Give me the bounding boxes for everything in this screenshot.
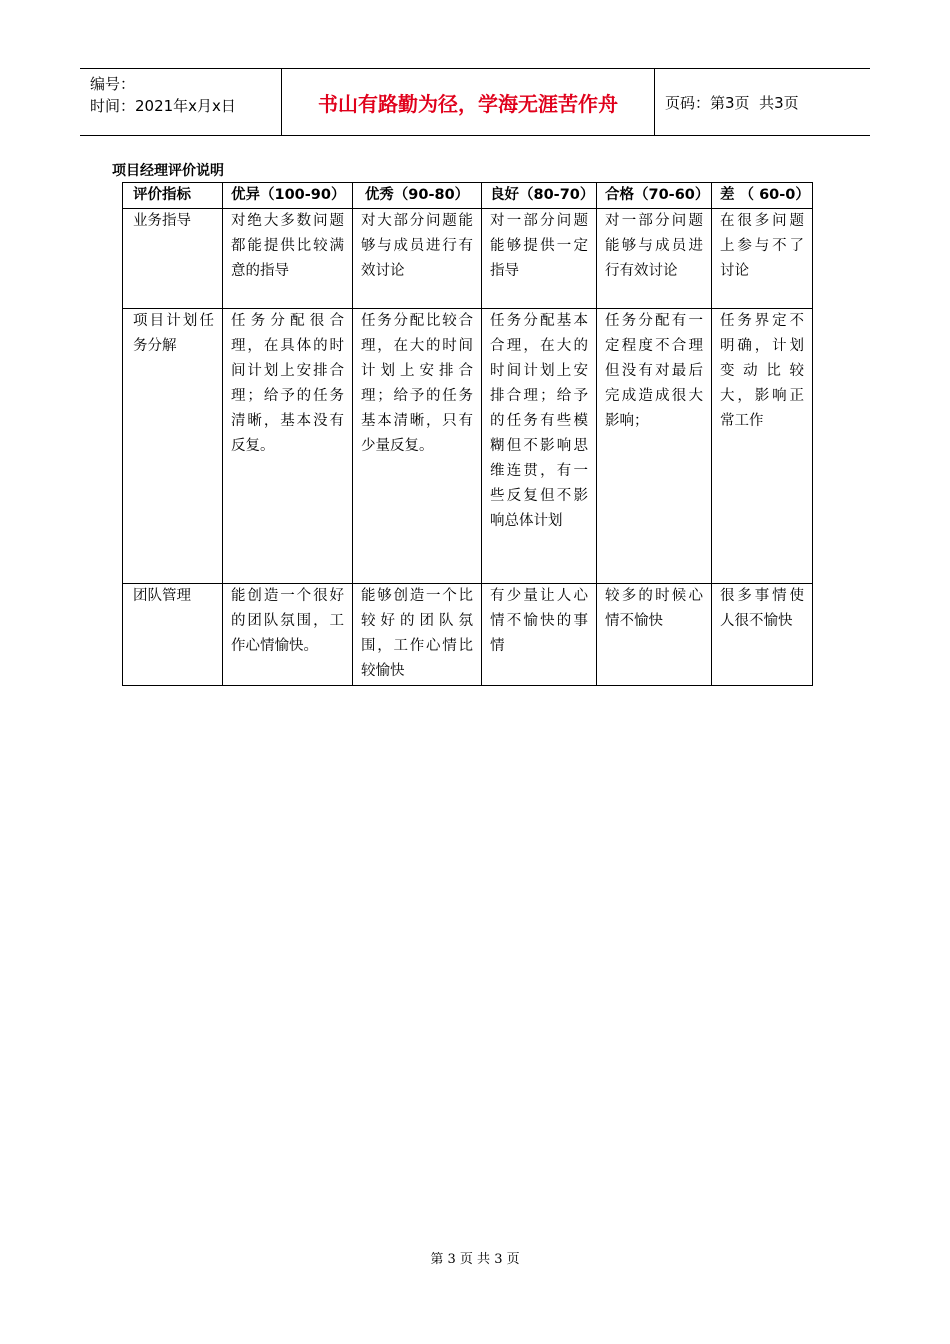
header-pass: 合格（70-60） [597, 183, 712, 209]
table-cell: 任务分配有一定程度不合理但没有对最后完成造成很大影响； [597, 309, 712, 584]
header-poor: 差 （ 60-0） [712, 183, 813, 209]
table-cell: 有少量让人心情不愉快的事情 [482, 584, 597, 686]
table-row [123, 584, 813, 686]
table-cell: 任务分配基本合理，在大的时间计划上安排合理；给予的任务有些模糊但不影响思维连贯，有一些反复但不影响总体计划 [482, 309, 597, 584]
page-info-text: 页码：第3页 共3页 [665, 93, 799, 112]
number-label: 编号： [90, 75, 136, 93]
table-cell: 任务分配比较合理，在大的时间计划上安排合理；给予的任务基本清晰，只有少量反复。 [353, 309, 482, 584]
header-meta [80, 69, 282, 135]
footer-page-number: 第 3 页 共 3 页 [430, 1252, 520, 1267]
table-cell: 任务界定不明确，计划变动比较大，影响正常工作 [712, 309, 813, 584]
header-excellent: 优异（100-90） [223, 183, 353, 209]
table-cell: 任务分配很合理，在具体的时间计划上安排合理；给予的任务清晰，基本没有反复。 [223, 309, 353, 584]
row-criterion: 项目计划任务分解 [123, 309, 223, 584]
table-cell: 能创造一个很好的团队氛围，工作心情愉快。 [223, 584, 353, 686]
page-header [80, 68, 870, 136]
header-very-good: 优秀（90-80） [353, 183, 482, 209]
table-cell: 较多的时候心情不愉快 [597, 584, 712, 686]
table-row [123, 209, 813, 309]
row-criterion: 业务指导 [123, 209, 223, 309]
header-page-info [655, 69, 870, 135]
table-row [123, 309, 813, 584]
header-criterion: 评价指标 [123, 183, 223, 209]
section-title: 项目经理评价说明 [112, 163, 224, 179]
page-footer [0, 1248, 950, 1267]
table-cell: 对一部分问题能够与成员进行有效讨论 [597, 209, 712, 309]
table-cell: 对一部分问题能够提供一定指导 [482, 209, 597, 309]
table-cell: 很多事情使人很不愉快 [712, 584, 813, 686]
table-header-row [123, 183, 813, 209]
header-good: 良好（80-70） [482, 183, 597, 209]
table-cell: 在很多问题上参与不了讨论 [712, 209, 813, 309]
evaluation-table [122, 182, 813, 686]
table-cell: 能够创造一个比较好的团队氛围，工作心情比较愉快 [353, 584, 482, 686]
time-label: 时间：2021年x月x日 [90, 97, 236, 115]
header-motto: 书山有路勤为径，学海无涯苦作舟 [282, 69, 655, 135]
table-cell: 对大部分问题能够与成员进行有效讨论 [353, 209, 482, 309]
table-cell: 对绝大多数问题都能提供比较满意的指导 [223, 209, 353, 309]
row-criterion: 团队管理 [123, 584, 223, 686]
